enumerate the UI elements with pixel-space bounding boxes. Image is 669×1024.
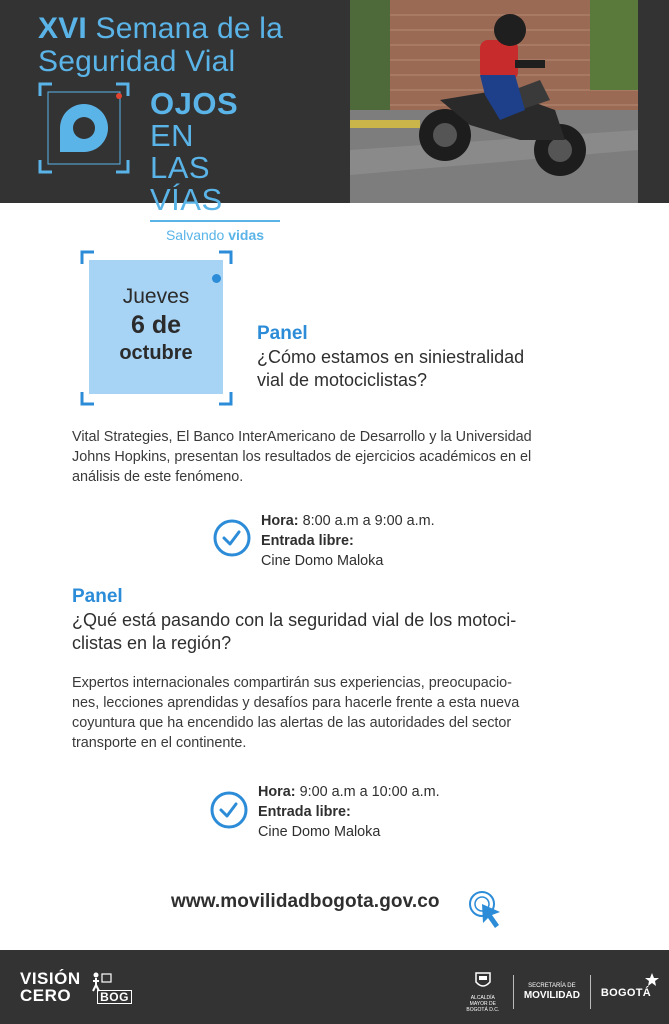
website-link[interactable]: www.movilidadbogota.gov.co — [171, 891, 440, 912]
panel2-question-line2: clistas en la región? — [72, 633, 232, 653]
movilidad-logo: SECRETARÍA DE MOVILIDAD — [523, 982, 580, 1001]
event-title: XVI Semana de la Seguridad Vial — [38, 12, 284, 78]
footer — [0, 950, 669, 1024]
date-day: 6 de — [130, 311, 182, 339]
motorcyclist-photo — [350, 0, 638, 203]
alcaldia-logo: ALCALDÍA MAYOR DE BOGOTÁ D.C. — [463, 972, 503, 1013]
panel1-description: Vital Strategies, El Banco InterAmericano de Desarrollo y la Universidad Johns Hopkins, presentan los resultados de ejercicios académicos en el análisis de este fenómeno. — [72, 429, 532, 485]
panel2-question-line1: ¿Qué está pasando con la seguridad vial de los motoci- — [72, 610, 517, 630]
panel2-schedule: Hora: 9:00 a.m a 10:00 a.m. Entrada libre: Cine Domo Maloka — [258, 784, 440, 840]
bogota-logo: BOGOTÁ — [601, 983, 651, 1001]
clock-icon — [209, 790, 249, 830]
panel2-heading — [72, 585, 612, 655]
date-panel — [89, 260, 223, 394]
header-banner — [0, 0, 669, 243]
star-icon — [645, 973, 659, 987]
panel1-heading — [257, 322, 617, 392]
date-weekday: Jueves — [122, 285, 190, 308]
camera-eye-logo-icon — [38, 82, 130, 174]
panel1-question-line2: vial de motociclistas? — [257, 370, 428, 390]
event-date-card — [80, 250, 233, 406]
vision-cero-logo: VISIÓN CERO BOG — [20, 970, 132, 1004]
panel1-schedule: Hora: 8:00 a.m a 9:00 a.m. Entrada libre: Cine Domo Maloka — [261, 513, 435, 569]
campaign-logo: OJOS EN LAS VÍAS Salvando vidas — [150, 88, 285, 244]
cursor-click-icon — [468, 890, 504, 932]
panel2-label: Panel — [72, 586, 123, 607]
panel1-label: Panel — [257, 323, 308, 344]
escudo-icon — [475, 972, 491, 990]
panel2-description: Expertos internacionales compartirán sus experiencias, preocupacio- nes, lecciones aprendidas y desafíos para hacerle frente a esta nueva coyuntura que ha encendido las alertas de las autoridades del sector transporte en el continente. — [72, 675, 520, 751]
institutional-logos — [463, 970, 651, 1014]
panel1-question-line1: ¿Cómo estamos en siniestralidad — [257, 347, 525, 367]
pedestrian-icon — [90, 972, 112, 992]
clock-icon — [212, 518, 252, 558]
date-dot-icon — [212, 274, 221, 283]
date-month: octubre — [119, 342, 193, 364]
